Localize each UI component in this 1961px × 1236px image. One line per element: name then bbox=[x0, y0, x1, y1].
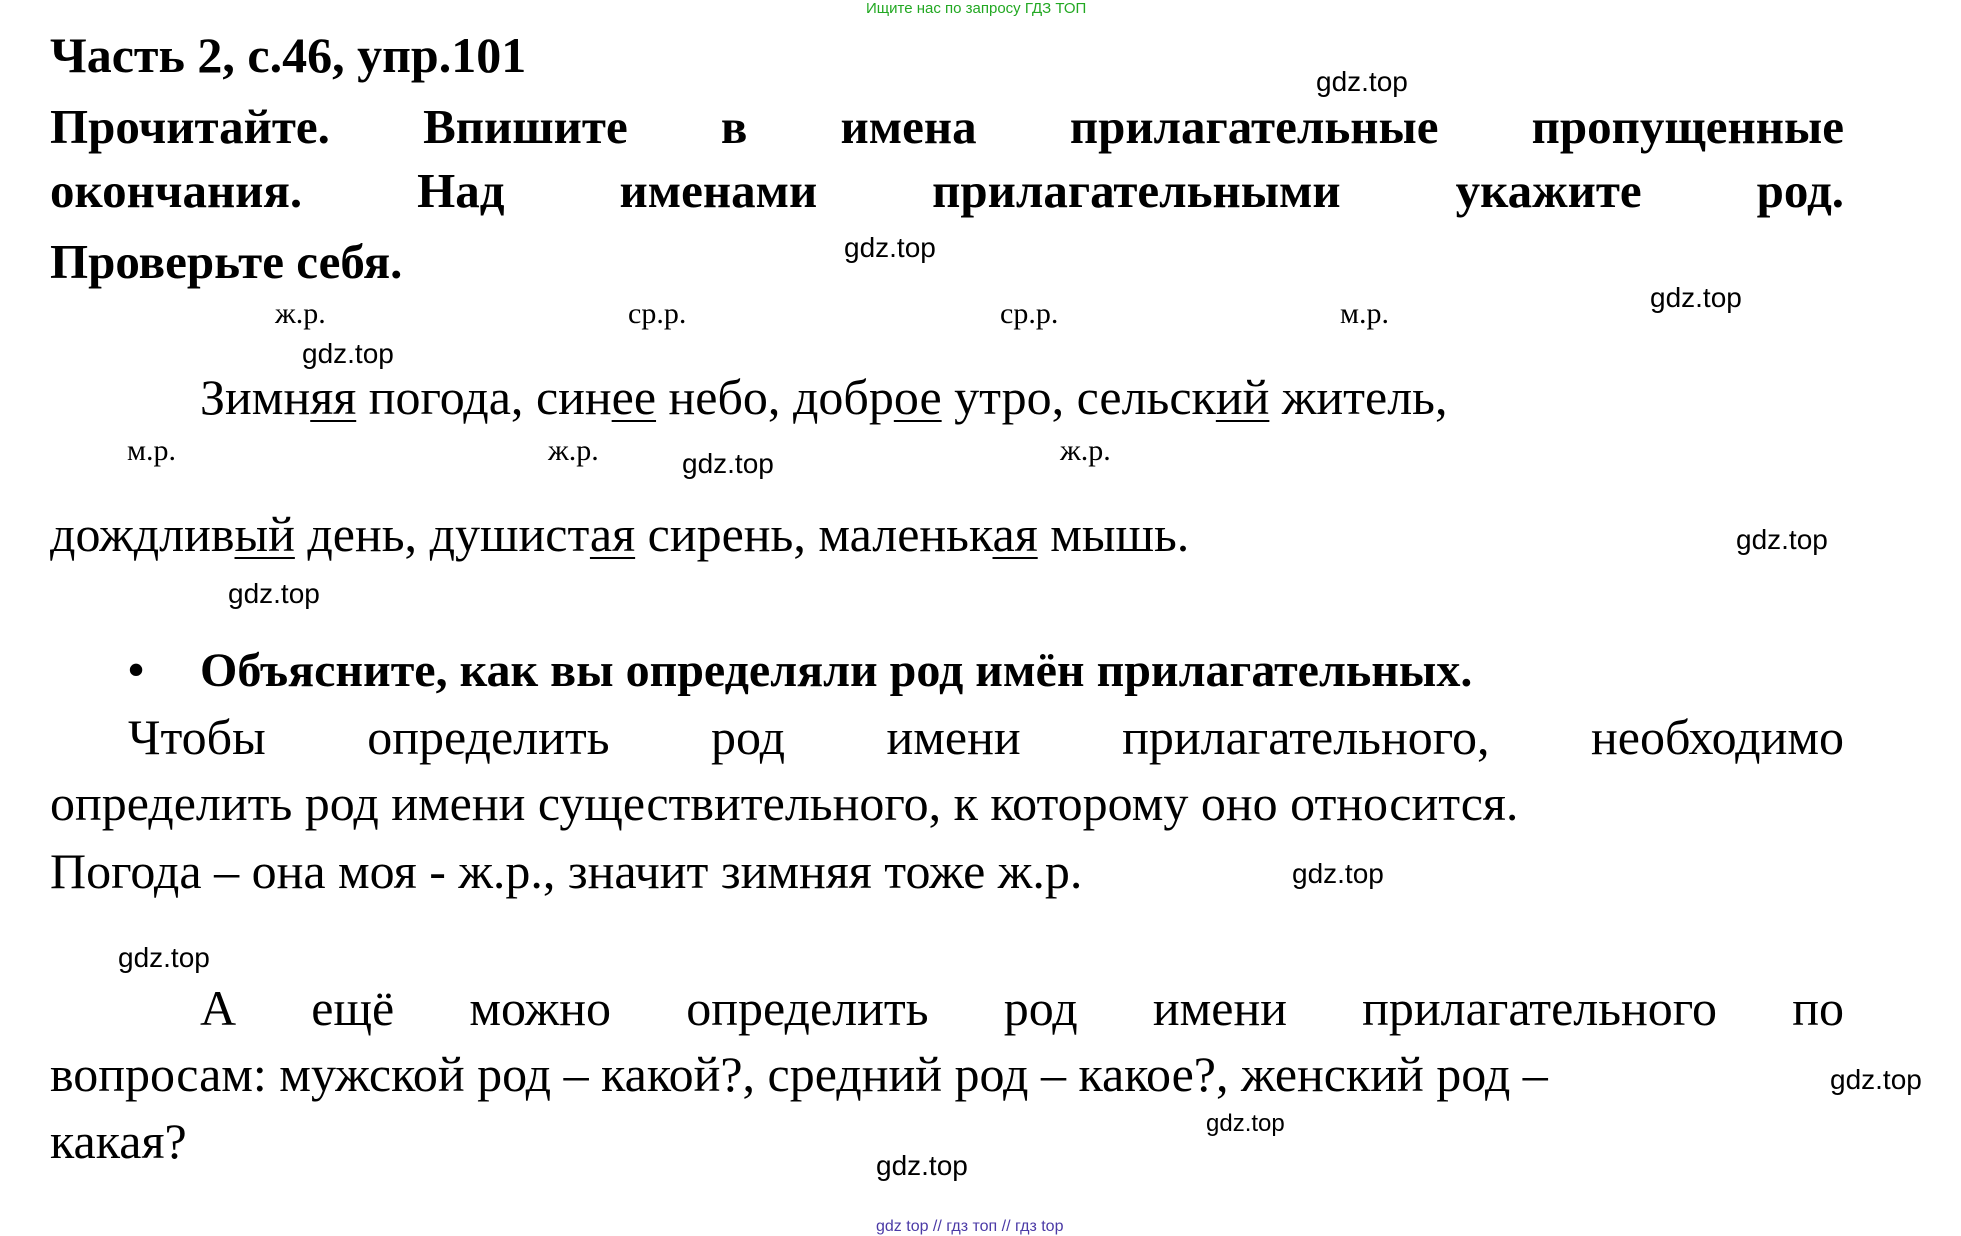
gender-label: ср.р. bbox=[628, 297, 687, 330]
word-stem: маленьк bbox=[818, 506, 993, 562]
watermark: gdz.top bbox=[1736, 524, 1828, 555]
task-line-2: окончания. Над именами прилагательными укажите род. bbox=[50, 163, 1844, 218]
gender-label: ж.р. bbox=[275, 297, 326, 330]
word-rest: мышь. bbox=[1037, 506, 1190, 562]
bullet-icon: • bbox=[128, 644, 145, 695]
word-ending: ая bbox=[589, 506, 636, 562]
word-stem: син bbox=[535, 369, 612, 425]
task-line-1: Прочитайте. Впишите в имена прилагательные пропущенные bbox=[50, 99, 1844, 154]
exercise-line-2 bbox=[50, 505, 1189, 563]
word-ending: яя bbox=[310, 369, 357, 425]
word-ending: ее bbox=[611, 369, 657, 425]
answer-line: определить род имени существительного, к которому оно относится. bbox=[50, 775, 1519, 831]
question-text: Объясните, как вы определяли род имён прилагательных. bbox=[200, 644, 1473, 697]
word-stem: душист bbox=[429, 506, 590, 562]
watermark: gdz.top bbox=[228, 578, 320, 609]
exercise-line-1 bbox=[200, 368, 1447, 426]
watermark: gdz.top bbox=[1292, 858, 1384, 889]
answer-line: какая? bbox=[50, 1113, 187, 1169]
watermark: gdz.top bbox=[302, 338, 394, 369]
task-line-3: Проверьте себя. bbox=[50, 234, 403, 289]
watermark: gdz.top bbox=[1316, 66, 1408, 97]
watermark: gdz.top bbox=[1830, 1064, 1922, 1095]
answer-line: Чтобы определить род имени прилагательного, необходимо bbox=[128, 709, 1844, 765]
word-stem: сельск bbox=[1076, 369, 1216, 425]
gender-label: ж.р. bbox=[1060, 434, 1111, 467]
watermark: gdz.top bbox=[682, 448, 774, 479]
gender-label: м.р. bbox=[127, 434, 176, 467]
footer-links[interactable]: gdz top // гдз топ // гдз top bbox=[876, 1218, 1064, 1235]
word-stem: дождлив bbox=[50, 506, 235, 562]
word-ending: ое bbox=[893, 369, 942, 425]
watermark: gdz.top bbox=[1650, 282, 1742, 313]
word-ending: ий bbox=[1215, 369, 1270, 425]
word-rest: небо, bbox=[656, 369, 793, 425]
word-stem: Зимн bbox=[200, 369, 311, 425]
word-rest: погода, bbox=[356, 369, 536, 425]
gender-label: м.р. bbox=[1340, 297, 1389, 330]
watermark: gdz.top bbox=[876, 1150, 968, 1181]
answer-line: Погода – она моя - ж.р., значит зимняя тоже ж.р. bbox=[50, 843, 1083, 899]
word-rest: сирень, bbox=[635, 506, 819, 562]
gender-label: ж.р. bbox=[548, 434, 599, 467]
word-rest: утро, bbox=[941, 369, 1077, 425]
word-rest: житель, bbox=[1269, 369, 1448, 425]
watermark: gdz.top bbox=[1206, 1110, 1285, 1137]
word-ending: ый bbox=[234, 506, 295, 562]
answer-line: вопросам: мужской род – какой?, средний род – какое?, женский род – bbox=[50, 1046, 1548, 1102]
watermark: gdz.top bbox=[844, 232, 936, 263]
search-hint: Ищите нас по запросу ГДЗ ТОП bbox=[866, 0, 1087, 17]
word-stem: добр bbox=[792, 369, 894, 425]
word-ending: ая bbox=[992, 506, 1038, 562]
answer-line: А ещё можно определить род имени прилагательного по bbox=[200, 980, 1844, 1036]
word-rest: день, bbox=[294, 506, 430, 562]
watermark: gdz.top bbox=[118, 942, 210, 973]
gender-label: ср.р. bbox=[1000, 297, 1059, 330]
page-title: Часть 2, с.46, упр.101 bbox=[50, 27, 527, 83]
